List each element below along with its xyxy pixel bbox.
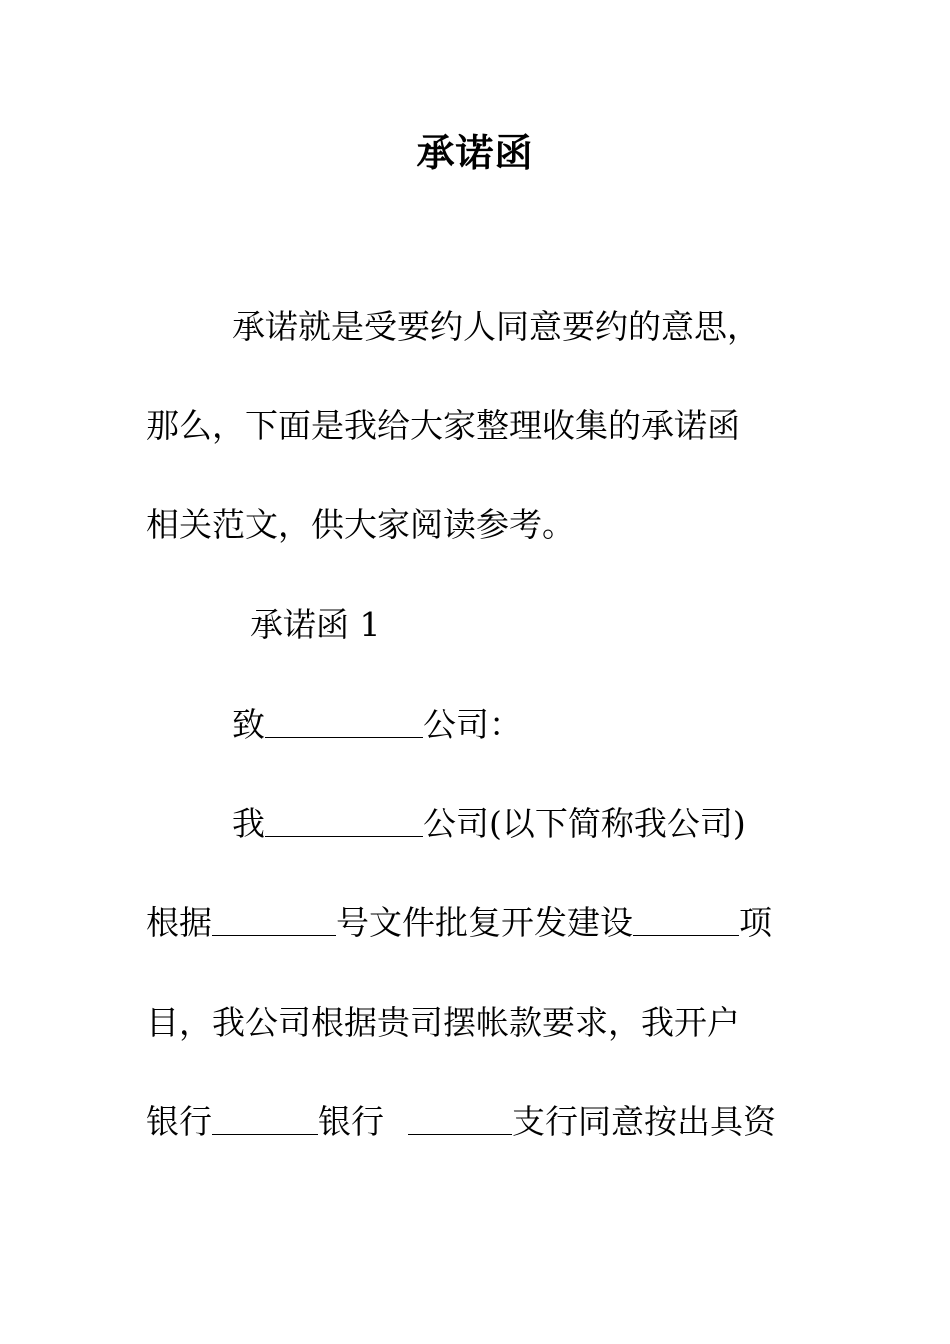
project-blank [633, 934, 739, 936]
section-heading: 承诺函 1 [250, 605, 381, 644]
letter-line-4 [146, 1100, 776, 1144]
intro-line-1: 承诺就是受要约人同意要约的意思， [232, 307, 760, 346]
document-title: 承诺函 [416, 130, 534, 175]
addressee-prefix: 致 [232, 705, 265, 744]
bank-prefix: 银行 [146, 1102, 212, 1141]
letter-line-1 [232, 802, 746, 846]
branch-suffix: 支行同意按出具资 [512, 1102, 776, 1141]
bank-blank [212, 1133, 318, 1135]
basis-prefix: 根据 [146, 903, 212, 942]
intro-line-3: 相关范文，供大家阅读参考。 [146, 505, 575, 544]
company-blank [265, 835, 423, 837]
addressee-blank [265, 736, 423, 738]
letter-line-2 [146, 901, 772, 945]
basis-suffix: 项 [739, 903, 772, 942]
bank-label: 银行 [318, 1102, 384, 1141]
addressee-suffix: 公司： [423, 705, 522, 744]
intro-line-2: 那么，下面是我给大家整理收集的承诺函 [146, 406, 740, 445]
basis-middle: 号文件批复开发建设 [336, 903, 633, 942]
letter-addressee [232, 703, 522, 747]
branch-blank [408, 1133, 512, 1135]
company-prefix: 我 [232, 804, 265, 843]
letter-line-3: 目，我公司根据贵司摆帐款要求，我开户 [146, 1003, 740, 1042]
document-number-blank [212, 934, 336, 936]
company-suffix: 公司(以下简称我公司) [423, 804, 746, 843]
